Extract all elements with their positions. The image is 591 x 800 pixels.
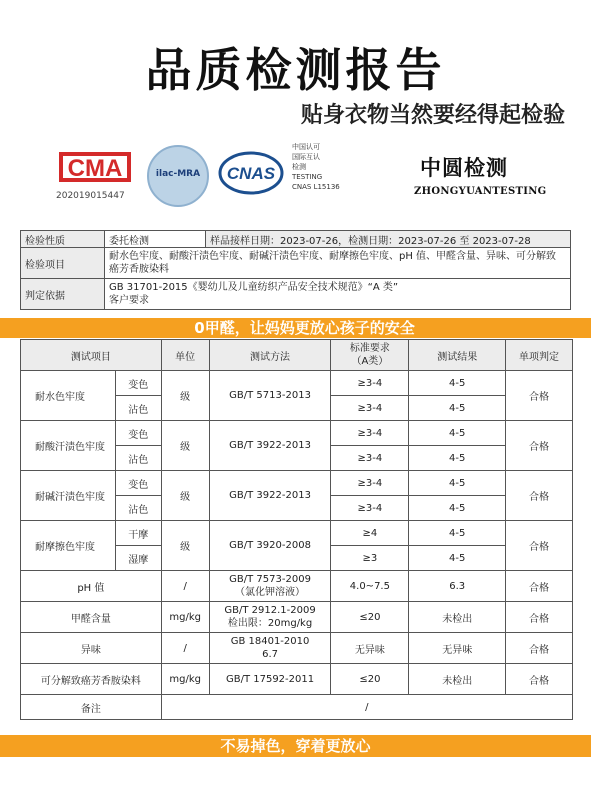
info-row	[21, 248, 571, 279]
test-subitem: 变色	[115, 371, 161, 396]
test-requirement: ≥3-4	[331, 396, 409, 421]
test-method: GB/T 5713-2013	[209, 371, 331, 421]
test-unit: /	[161, 571, 209, 602]
test-requirement: ≥3-4	[331, 471, 409, 496]
table-row	[21, 633, 573, 664]
test-requirement: ≥3	[331, 546, 409, 571]
test-result: 4-5	[409, 446, 506, 471]
test-item: 可分解致癌芳香胺染料	[21, 664, 162, 695]
test-subitem: 沾色	[115, 446, 161, 471]
test-verdict: 合格	[506, 633, 573, 664]
info-customer-req: 客户要求	[109, 295, 149, 306]
cnas-logo-icon	[218, 150, 284, 196]
test-unit: mg/kg	[161, 664, 209, 695]
test-requirement: ≤20	[331, 664, 409, 695]
test-requirement: 4.0~7.5	[331, 571, 409, 602]
test-requirement: 无异味	[331, 633, 409, 664]
test-subitem: 湿摩	[115, 546, 161, 571]
test-item: 耐摩擦色牢度	[21, 521, 116, 571]
test-result: 6.3	[409, 571, 506, 602]
header-method: 测试方法	[209, 340, 331, 371]
info-label: 判定依据	[21, 279, 105, 310]
bottom-banner: 不易掉色，穿着更放心	[0, 735, 591, 757]
test-method: GB/T 7573-2009 （氯化钾溶液）	[209, 571, 331, 602]
table-row	[21, 602, 573, 633]
header-result: 测试结果	[409, 340, 506, 371]
test-method: GB/T 3920-2008	[209, 521, 331, 571]
test-result: 未检出	[409, 664, 506, 695]
test-item: 耐水色牢度	[21, 371, 116, 421]
test-result: 4-5	[409, 496, 506, 521]
page-subtitle: 贴身衣物当然要经得起检验	[300, 103, 565, 128]
cma-logo-text: CMA	[67, 155, 123, 182]
header-item: 测试项目	[21, 340, 162, 371]
test-requirement: ≥3-4	[331, 421, 409, 446]
info-value: 耐水色牢度、耐酸汗渍色牢度、耐碱汗渍色牢度、耐摩擦色牢度、pH 值、甲醛含量、异味、可分解致癌芳香胺染料	[105, 248, 571, 279]
table-row	[21, 521, 573, 546]
cnas-info-line: 检测	[292, 163, 306, 171]
test-verdict: 合格	[506, 471, 573, 521]
test-subitem: 沾色	[115, 396, 161, 421]
test-item: 耐碱汗渍色牢度	[21, 471, 116, 521]
test-method: GB/T 3922-2013	[209, 471, 331, 521]
page-title: 品质检测报告	[145, 43, 446, 97]
test-unit: /	[161, 633, 209, 664]
table-header-row	[21, 340, 573, 371]
info-dates: 样品接样日期：2023-07-26，检测日期：2023-07-26 至 2023-07-28	[206, 231, 571, 248]
test-result: 无异味	[409, 633, 506, 664]
info-value	[105, 279, 571, 310]
test-requirement: ≥3-4	[331, 496, 409, 521]
table-row	[21, 664, 573, 695]
test-result: 4-5	[409, 521, 506, 546]
test-item: 甲醛含量	[21, 602, 162, 633]
table-row	[21, 371, 573, 396]
header-unit: 单位	[161, 340, 209, 371]
test-requirement: ≥3-4	[331, 371, 409, 396]
lab-name-en: ZHONGYUANTESTING	[414, 186, 547, 197]
test-requirement: ≥3-4	[331, 446, 409, 471]
test-verdict: 合格	[506, 521, 573, 571]
cma-logo-icon	[55, 150, 135, 184]
test-unit: 级	[161, 421, 209, 471]
table-row	[21, 421, 573, 446]
report-info-table	[20, 230, 571, 310]
cnas-logo-text: CNAS	[226, 164, 276, 183]
remark-label: 备注	[21, 695, 162, 720]
table-row	[21, 571, 573, 602]
lab-name-cn: 中圆检测	[420, 156, 508, 180]
certification-logos	[0, 140, 591, 210]
ilac-logo-text: ilac-MRA	[155, 169, 201, 179]
info-label: 检验项目	[21, 248, 105, 279]
test-unit: mg/kg	[161, 602, 209, 633]
test-subitem: 变色	[115, 471, 161, 496]
test-method: GB/T 17592-2011	[209, 664, 331, 695]
cma-number: 202019015447	[56, 191, 125, 201]
test-method: GB 18401-2010 6.7	[209, 633, 331, 664]
test-verdict: 合格	[506, 571, 573, 602]
test-item: 异味	[21, 633, 162, 664]
test-result: 4-5	[409, 421, 506, 446]
test-item: 耐酸汗渍色牢度	[21, 421, 116, 471]
test-subitem: 沾色	[115, 496, 161, 521]
test-method: GB/T 2912.1-2009 检出限：20mg/kg	[209, 602, 331, 633]
header-verdict: 单项判定	[506, 340, 573, 371]
test-verdict: 合格	[506, 602, 573, 633]
cnas-info-line: 国际互认	[292, 153, 320, 161]
cnas-info-line: CNAS L15136	[292, 183, 340, 191]
test-verdict: 合格	[506, 421, 573, 471]
info-row	[21, 231, 571, 248]
test-unit: 级	[161, 521, 209, 571]
ilac-mra-logo-icon	[147, 145, 209, 207]
cnas-info-line: 中国认可	[292, 143, 320, 151]
test-unit: 级	[161, 471, 209, 521]
test-verdict: 合格	[506, 371, 573, 421]
test-subitem: 变色	[115, 421, 161, 446]
table-row	[21, 471, 573, 496]
test-subitem: 干摩	[115, 521, 161, 546]
test-unit: 级	[161, 371, 209, 421]
test-result: 4-5	[409, 371, 506, 396]
test-requirement: ≥4	[331, 521, 409, 546]
test-result: 4-5	[409, 471, 506, 496]
test-result: 4-5	[409, 396, 506, 421]
test-requirement: ≤20	[331, 602, 409, 633]
test-result: 4-5	[409, 546, 506, 571]
remark-row	[21, 695, 573, 720]
info-label: 检验性质	[21, 231, 105, 248]
cnas-info	[292, 142, 340, 192]
remark-value: /	[161, 695, 572, 720]
info-row	[21, 279, 571, 310]
header-requirement: 标准要求 （A类）	[331, 340, 409, 371]
test-method: GB/T 3922-2013	[209, 421, 331, 471]
test-result: 未检出	[409, 602, 506, 633]
top-banner: 0甲醛，让妈妈更放心孩子的安全	[0, 318, 591, 338]
test-verdict: 合格	[506, 664, 573, 695]
test-results-table	[20, 339, 573, 720]
info-value: 委托检测	[105, 231, 206, 248]
cnas-info-line: TESTING	[292, 173, 323, 181]
test-item: pH 值	[21, 571, 162, 602]
info-standard: GB 31701-2015《婴幼儿及儿童纺织产品安全技术规范》“A 类”	[109, 282, 399, 293]
